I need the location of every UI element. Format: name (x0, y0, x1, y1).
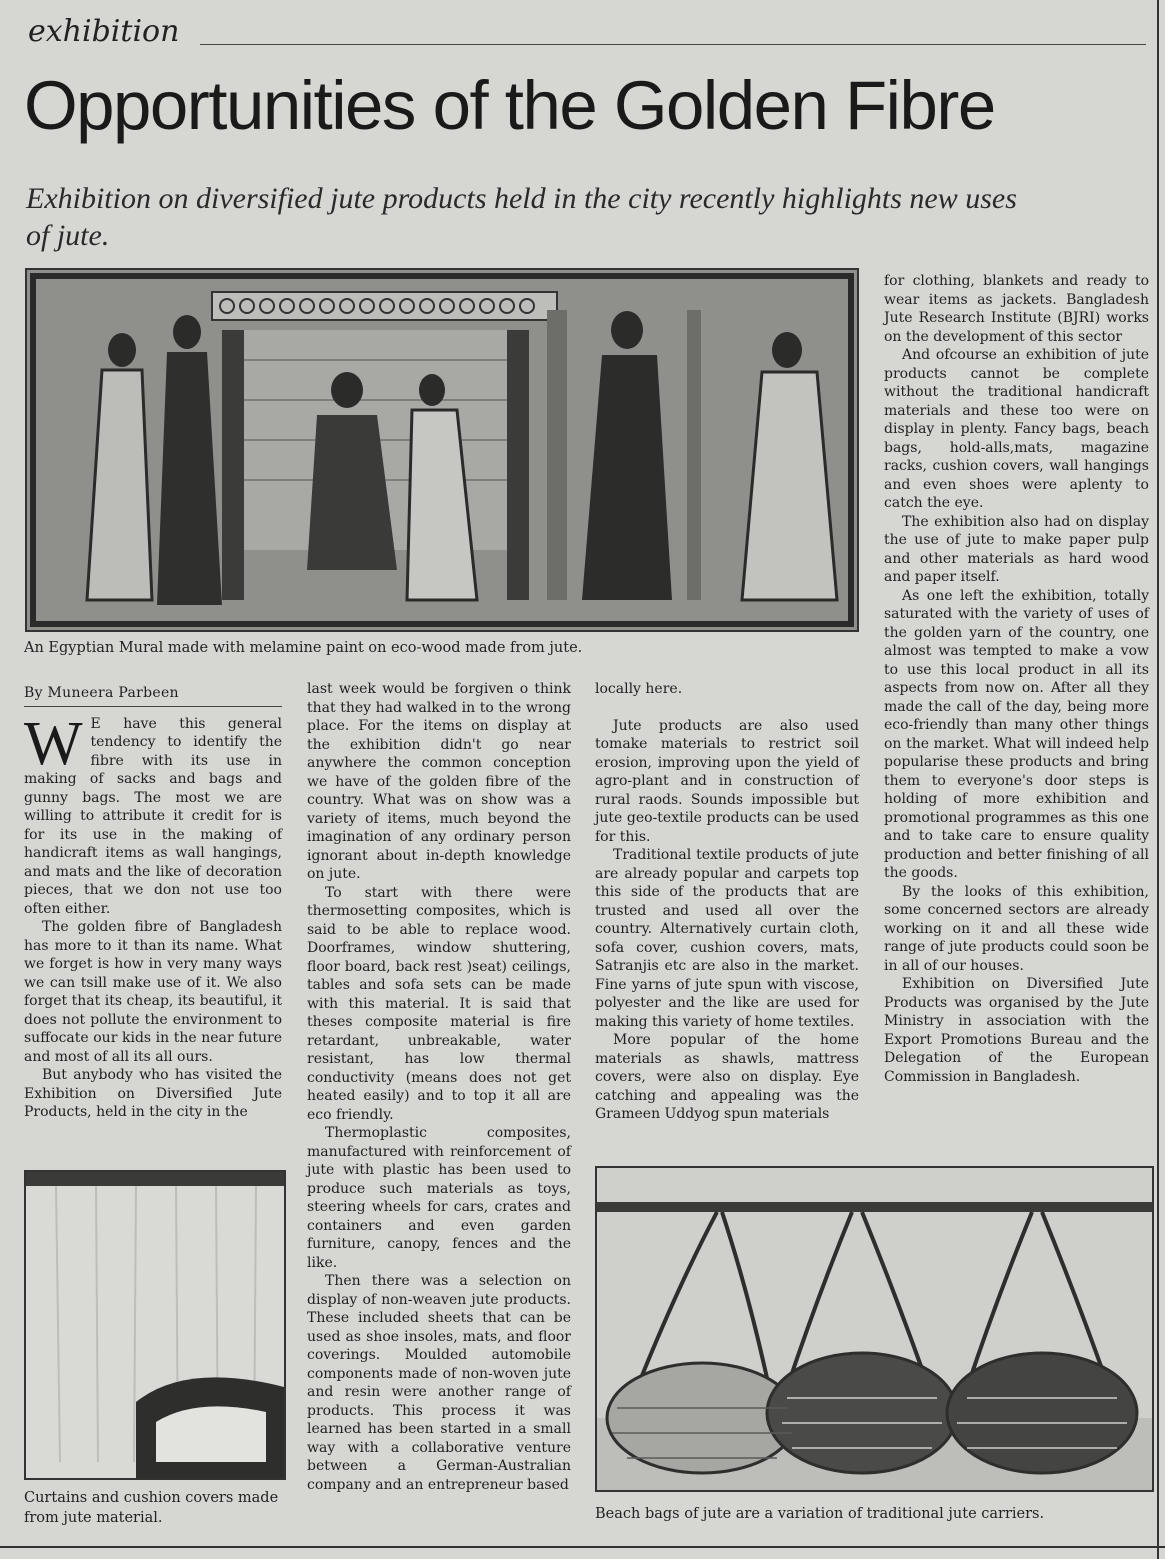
column-1 (24, 684, 282, 1122)
col3-para-1: locally here. (595, 681, 683, 697)
mural-caption: An Egyptian Mural made with melamine paint on eco-wood made from jute. (24, 640, 583, 656)
dropcap: W (24, 709, 83, 778)
col1-para-1: W E have this general tendency to identify the fibre with its use in making of sacks and bags and gunny bags. The most we are willing to attribute it credit for is for its use in the making of handicraft items as wall hangings, and mats and the like of decoration pieces, that we don not use too often either. (24, 709, 282, 917)
footer-rule (0, 1546, 1165, 1548)
col2-para-1: last week would be forgiven o think that they had walked in to the wrong place. For the items on display at the exhibition didn't go near anywhere the common conception we have of the golden fibre of the country. What was on show was a variety of items, much beyond the imagination of any ordinary person ignorant about in-depth knowledge on jute. (307, 681, 571, 882)
column-2 (307, 680, 571, 1494)
bags-caption: Beach bags of jute are a variation of traditional jute carriers. (595, 1506, 1045, 1522)
curtains-photo (24, 1170, 286, 1480)
section-label: exhibition (28, 14, 180, 49)
beach-bags-photo (595, 1166, 1154, 1492)
section-divider (200, 44, 1146, 45)
col2-para-2: To start with there were thermosetting composites, which is said to be able to replace wood. Doorframes, window shuttering, floor board, back rest )seat) ceilings, tables and sofa sets can be made with this material. It is said that theses composite material is fire retardant, unbreakable, water resistant, has low thermal conductivity (means does not get heated easily) and to top it all are eco friendly. (307, 884, 571, 1123)
col4-para-3: The exhibition also had on display the use of jute to make paper pulp and other materials as hard wood and paper itself. (884, 513, 1149, 585)
col4-para-1: for clothing, blankets and ready to wear items as jackets. Bangladesh Jute Research Institute (BJRI) works on the development of this sector (884, 273, 1149, 345)
column-4 (884, 272, 1149, 1086)
col3-para-4: More popular of the home materials as shawls, mattress covers, were also on display. Eye catching and appealing was the Grameen Uddyog spun materials (595, 1032, 859, 1122)
col4-para-2: And ofcourse an exhibition of jute products cannot be complete without the traditional handicraft materials and these too were on display in plenty. Fancy bags, beach bags, hold-alls,mats, magazine racks, cushion covers, wall hangings and even shoes were aplenty to catch the eye. (884, 347, 1149, 511)
col2-para-4: Then there was a selection on display of non-weaven jute products. These included sheets that can be used as shoe insoles, mats, and floor coverings. Moulded automobile components made of non-woven jute and resin were another range of products. This process it was learned has been started in a small way with a collaborative venture between a German-Australian company and an entrepreneur based (307, 1273, 571, 1493)
headline: Opportunities of the Golden Fibre (24, 67, 995, 144)
col3-para-3: Traditional textile products of jute are already popular and carpets top this side of the products that are trusted and used all over the country. Alternatively curtain cloth, sofa cover, cushion covers, mats, Satranjis etc are also in the market. Fine yarns of jute spun with viscose, polyester and the like are used for making this variety of home textiles. (595, 847, 859, 1030)
col3-para-2: Jute products are also used tomake materials to restrict soil erosion, improving upon the yield of agro-plant and in construction of rural raods. Sounds impossible but jute geo-textile products can be used for this. (595, 717, 859, 845)
col4-para-5: By the looks of this exhibition, some concerned sectors are already working on it and all these wide range of jute products could soon be in all of our houses. (884, 883, 1149, 974)
col1-para-3: But anybody who has visited the Exhibition on Diversified Jute Products, held in the city in the (24, 1067, 282, 1120)
curtains-caption: Curtains and cushion covers made from jute material. (24, 1490, 279, 1526)
mural-photo (25, 268, 859, 632)
deck: Exhibition on diversified jute products held in the city recently highlights new uses of jute. (26, 182, 1017, 252)
byline: By Muneera Parbeen (24, 684, 282, 707)
col2-para-3: Thermoplastic composites, manufactured with reinforcement of jute with plastic has been used to produce such materials as toys, steering wheels for cars, crates and containers and even garden furniture, canopy, fences and the like. (307, 1125, 571, 1271)
column-rule (1157, 0, 1159, 1559)
col4-para-6: Exhibition on Diversified Jute Products was organised by the Jute Ministry in association with the Export Promotions Bureau and the Delegation of the European Commission in Bangladesh. (884, 976, 1149, 1085)
col1-para-2: The golden fibre of Bangladesh has more to it than its name. What we forget is how in very many ways we can tsill make use of it. We also forget that its cheap, its beautiful, it does not pollute the environment to suffocate our kids in the near future and most of all its all ours. (24, 919, 282, 1065)
col4-para-4: As one left the exhibition, totally saturated with the variety of uses of the golden yarn of the country, one almost was tempted to make a vow to use this local product in all its aspects from now on. After all they made the call of the day, being more eco-friendly than many other things on the market. What will indeed help popularise these products and bring them to everyone's door steps is holding of more exhibition and promotional programmes as this one and to take care to ensure quality production and better finishing of all the goods. (884, 587, 1149, 881)
column-3 (595, 680, 859, 1124)
